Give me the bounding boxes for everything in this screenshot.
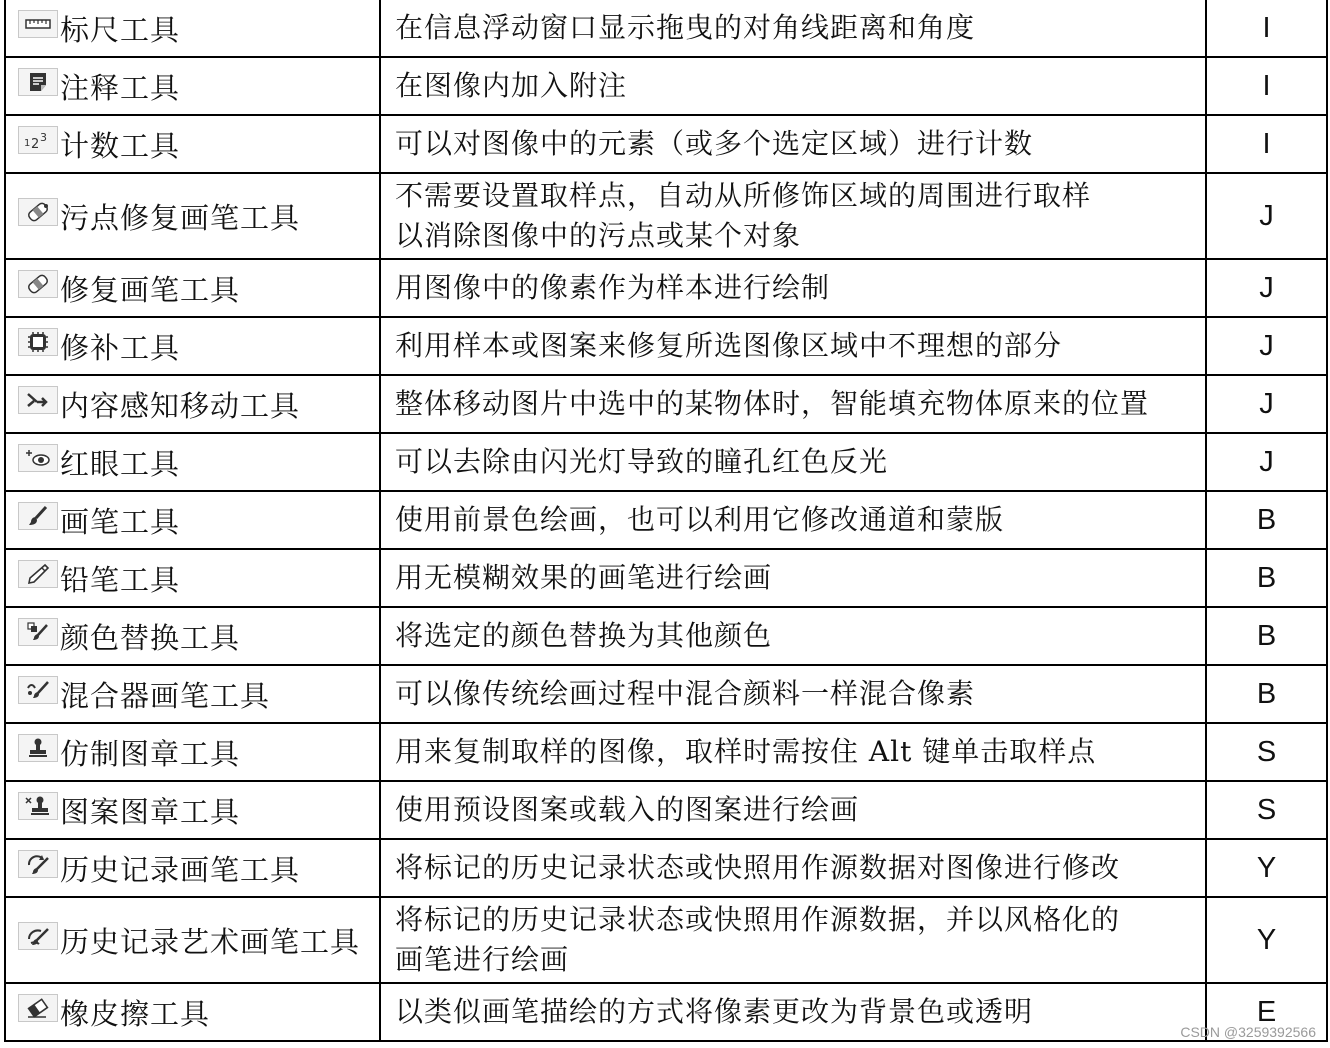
tool-name-wrap (18, 124, 379, 165)
red-eye-icon (18, 444, 58, 472)
svg-text:1: 1 (24, 138, 31, 149)
tool-description-line: 不需要设置取样点，自动从所修饰区域的周围进行取样 (395, 179, 1092, 212)
tool-description-line: 用图像中的像素作为样本进行绘制 (395, 271, 831, 304)
tool-name-wrap (18, 326, 379, 367)
tool-name: 仿制图章工具 (60, 736, 241, 771)
tool-name-wrap (18, 616, 379, 657)
shortcut-key: J (1206, 433, 1327, 491)
tool-name: 历史记录艺术画笔工具 (60, 924, 361, 959)
tool-description-line: 将标记的历史记录状态或快照用作源数据对图像进行修改 (395, 851, 1121, 884)
ruler-icon (18, 10, 58, 38)
tool-description-line: 在图像内加入附注 (395, 69, 628, 102)
tool-name-cell (5, 897, 380, 983)
table-row (5, 433, 1327, 491)
tool-description-cell (380, 839, 1206, 897)
tool-description-cell (380, 115, 1206, 173)
tool-table (4, 0, 1328, 1042)
tool-description-cell (380, 983, 1206, 1041)
tool-name: 颜色替换工具 (60, 620, 241, 655)
tool-name-wrap (18, 384, 379, 425)
tool-name: 混合器画笔工具 (60, 678, 271, 713)
shortcut-key: J (1206, 317, 1327, 375)
mixer-brush-icon (18, 676, 58, 704)
table-row (5, 115, 1327, 173)
tool-description-line: 将标记的历史记录状态或快照用作源数据，并以风格化的 (395, 903, 1121, 936)
table-row (5, 259, 1327, 317)
tool-name-wrap (18, 992, 379, 1033)
tool-name-cell (5, 115, 380, 173)
tool-description-line: 利用样本或图案来修复所选图像区域中不理想的部分 (395, 329, 1063, 362)
tool-description-cell (380, 317, 1206, 375)
tool-name-cell (5, 723, 380, 781)
tool-description-line: 可以对图像中的元素（或多个选定区域）进行计数 (395, 127, 1034, 160)
shortcut-key: I (1206, 0, 1327, 57)
table-row (5, 0, 1327, 57)
tool-name-cell (5, 607, 380, 665)
tool-description-line: 整体移动图片中选中的某物体时，智能填充物体原来的位置 (395, 387, 1150, 420)
tool-name-wrap (18, 500, 379, 541)
tool-name: 橡皮擦工具 (60, 996, 211, 1031)
shortcut-key: I (1206, 57, 1327, 115)
patch-icon (18, 328, 58, 356)
shortcut-key: B (1206, 491, 1327, 549)
brush-icon (18, 502, 58, 530)
tool-description-cell (380, 375, 1206, 433)
tool-description-cell (380, 173, 1206, 259)
shortcut-key: Y (1206, 897, 1327, 983)
tool-description-line: 用无模糊效果的画笔进行绘画 (395, 561, 773, 594)
tool-name-cell (5, 983, 380, 1041)
eraser-icon (18, 994, 58, 1022)
tool-description-line: 画笔进行绘画 (395, 943, 570, 976)
tool-name-cell (5, 781, 380, 839)
tool-name-cell (5, 375, 380, 433)
tool-description-cell (380, 0, 1206, 57)
count-icon (18, 126, 58, 154)
tool-name-cell (5, 433, 380, 491)
table-row (5, 317, 1327, 375)
tool-name-wrap (18, 732, 379, 773)
tool-name-wrap (18, 442, 379, 483)
tool-description-cell (380, 897, 1206, 983)
table-row (5, 549, 1327, 607)
tool-description-cell (380, 665, 1206, 723)
tool-name-cell (5, 317, 380, 375)
tool-name: 内容感知移动工具 (60, 388, 301, 423)
tool-description-line: 以消除图像中的污点或某个对象 (395, 219, 802, 252)
history-brush-icon (18, 850, 58, 878)
pencil-icon (18, 560, 58, 588)
spot-healing-brush-icon (18, 198, 58, 226)
healing-brush-icon (18, 270, 58, 298)
tool-name-cell (5, 549, 380, 607)
shortcut-key: S (1206, 781, 1327, 839)
tool-name: 计数工具 (60, 128, 181, 163)
tool-description-cell (380, 259, 1206, 317)
pattern-stamp-icon (18, 792, 58, 820)
tool-description-line: 以类似画笔描绘的方式将像素更改为背景色或透明 (395, 995, 1034, 1028)
tool-name-wrap (18, 674, 379, 715)
tool-name: 图案图章工具 (60, 794, 241, 829)
tool-name-wrap (18, 196, 379, 237)
tool-description-cell (380, 781, 1206, 839)
shortcut-key: J (1206, 259, 1327, 317)
tool-name-wrap (18, 790, 379, 831)
tool-description-line: 可以去除由闪光灯导致的瞳孔红色反光 (395, 445, 889, 478)
table-row (5, 665, 1327, 723)
table-row (5, 491, 1327, 549)
table-row (5, 839, 1327, 897)
tool-description-cell (380, 607, 1206, 665)
table-row (5, 375, 1327, 433)
table-row (5, 983, 1327, 1041)
table-row (5, 723, 1327, 781)
tool-description-cell (380, 491, 1206, 549)
color-replacement-icon (18, 618, 58, 646)
tool-name-cell (5, 173, 380, 259)
tool-description-cell (380, 723, 1206, 781)
tool-name: 修补工具 (60, 330, 181, 365)
tool-name-wrap (18, 848, 379, 889)
tool-name: 历史记录画笔工具 (60, 852, 301, 887)
art-history-brush-icon (18, 922, 58, 950)
table-row (5, 897, 1327, 983)
tool-name-cell (5, 57, 380, 115)
tool-name-wrap (18, 558, 379, 599)
tool-description-cell (380, 549, 1206, 607)
tool-description-line: 使用前景色绘画，也可以利用它修改通道和蒙版 (395, 503, 1005, 536)
tool-name: 画笔工具 (60, 504, 181, 539)
tool-description-cell (380, 57, 1206, 115)
svg-text:2: 2 (31, 137, 40, 151)
shortcut-key: B (1206, 607, 1327, 665)
shortcut-key: B (1206, 665, 1327, 723)
shortcut-key: E (1206, 983, 1327, 1041)
tool-name-cell (5, 0, 380, 57)
clone-stamp-icon (18, 734, 58, 762)
tool-name-cell (5, 665, 380, 723)
svg-text:3: 3 (40, 131, 47, 144)
tool-name: 污点修复画笔工具 (60, 200, 301, 235)
tool-name-wrap (18, 920, 379, 961)
watermark: CSDN @3259392566 (1180, 1024, 1316, 1040)
tool-description-cell (380, 433, 1206, 491)
tool-table-body (5, 0, 1327, 1041)
tool-name-cell (5, 839, 380, 897)
tool-name-wrap (18, 66, 379, 107)
shortcut-key: I (1206, 115, 1327, 173)
table-row (5, 781, 1327, 839)
content-aware-move-icon (18, 386, 58, 414)
tool-description-line: 使用预设图案或载入的图案进行绘画 (395, 793, 860, 826)
table-row (5, 173, 1327, 259)
shortcut-key: J (1206, 173, 1327, 259)
shortcut-key: S (1206, 723, 1327, 781)
shortcut-key: B (1206, 549, 1327, 607)
tool-name-cell (5, 491, 380, 549)
shortcut-key: J (1206, 375, 1327, 433)
note-icon (18, 68, 58, 96)
tool-description-line: 可以像传统绘画过程中混合颜料一样混合像素 (395, 677, 976, 710)
tool-name-wrap (18, 8, 379, 49)
tool-description-line: 在信息浮动窗口显示拖曳的对角线距离和角度 (395, 11, 976, 44)
tool-description-line: 将选定的颜色替换为其他颜色 (395, 619, 773, 652)
tool-name: 铅笔工具 (60, 562, 181, 597)
tool-name: 注释工具 (60, 70, 181, 105)
shortcut-key: Y (1206, 839, 1327, 897)
table-row (5, 607, 1327, 665)
tool-description-line: 用来复制取样的图像，取样时需按住 Alt 键单击取样点 (395, 735, 1097, 768)
tool-name: 修复画笔工具 (60, 272, 241, 307)
tool-name: 标尺工具 (60, 12, 181, 47)
tool-name: 红眼工具 (60, 446, 181, 481)
tool-name-cell (5, 259, 380, 317)
tool-name-wrap (18, 268, 379, 309)
table-row (5, 57, 1327, 115)
